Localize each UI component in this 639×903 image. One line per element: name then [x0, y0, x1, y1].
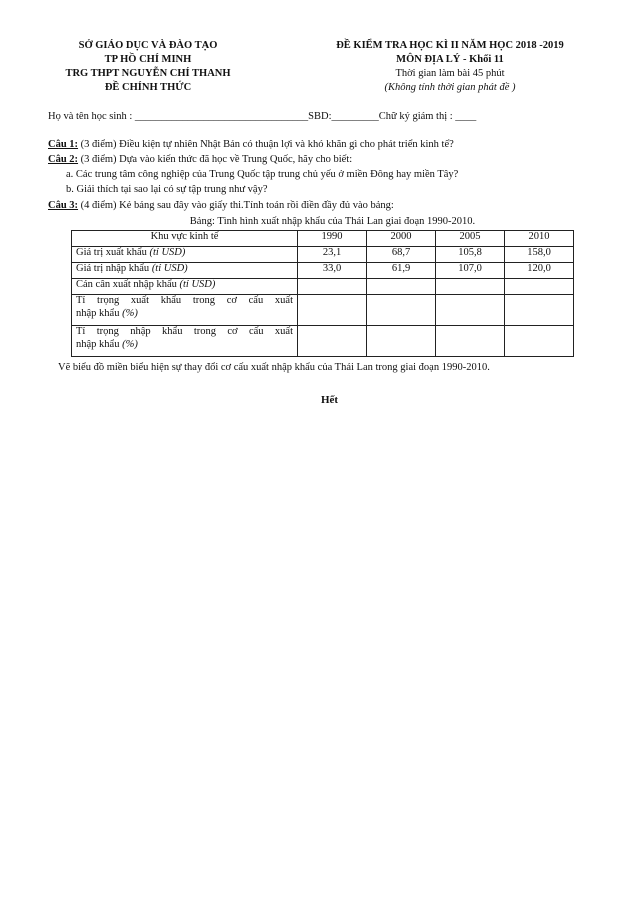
trade-table [71, 230, 574, 357]
question-1-label: Câu 1: [48, 139, 79, 150]
empty-cell [505, 279, 574, 295]
table-cell: 120,0 [505, 263, 574, 279]
question-2a: a. Các trung tâm công nghiệp của Trung Quốc tập trung chủ yếu ở miền Đông hay miền Tây? [66, 169, 459, 180]
row-label: Giá trị nhập khẩu (tỉ USD) [72, 263, 298, 279]
student-info-line: Họ và tên học sinh : _________________________________SBD:_________Chữ ký giám thị : ____ [48, 111, 477, 122]
empty-cell [298, 295, 367, 326]
question-3 [48, 200, 394, 213]
table-row [72, 295, 574, 326]
question-2 [48, 154, 352, 167]
empty-cell [367, 279, 436, 295]
empty-cell [505, 326, 574, 357]
row-label: Cán cân xuất nhập khẩu (tỉ USD) [72, 279, 298, 295]
table-cell: 61,9 [367, 263, 436, 279]
header-cell: 1990 [298, 231, 367, 247]
empty-cell [436, 326, 505, 357]
city-name: TP HỒ CHÍ MINH [104, 54, 192, 65]
table-row [72, 263, 574, 279]
exam-header [290, 39, 610, 95]
question-3-text: (4 điểm) Kẻ bảng sau đây vào giấy thi.Tính toán rồi điền đầy đủ vào bảng: [78, 200, 394, 211]
school-name: TRG THPT NGUYỄN CHÍ THANH [65, 68, 231, 79]
table-cell: 68,7 [367, 247, 436, 263]
empty-cell [436, 279, 505, 295]
official-label: ĐỀ CHÍNH THỨC [104, 82, 192, 93]
table-cell: 105,8 [436, 247, 505, 263]
duration-note: (Không tính thời gian phát đề ) [384, 82, 516, 93]
empty-cell [367, 326, 436, 357]
empty-cell [367, 295, 436, 326]
header-cell: 2000 [367, 231, 436, 247]
question-2b: b. Giải thích tại sao lại có sự tập trung như vậy? [66, 184, 268, 195]
table-cell: 23,1 [298, 247, 367, 263]
table-caption: Bảng: Tình hình xuất nhập khẩu của Thái Lan giai đoạn 1990-2010. [189, 216, 476, 227]
question-1-text: (3 điểm) Điều kiện tự nhiên Nhật Bản có thuận lợi và khó khăn gì cho phát triển kinh tế? [78, 139, 454, 150]
header-cell: Khu vực kinh tế [72, 231, 298, 247]
end-marker: Hết [320, 394, 339, 406]
table-row [72, 326, 574, 357]
empty-cell [298, 326, 367, 357]
header-cell: 2005 [436, 231, 505, 247]
row-label: Tỉ trọng xuất khẩu trong cơ cấu xuất nhập khẩu (%) [72, 295, 298, 326]
question-2-label: Câu 2: [48, 154, 79, 165]
table-cell: 33,0 [298, 263, 367, 279]
row-label: Tỉ trọng nhập khẩu trong cơ cấu xuất nhập khẩu (%) [72, 326, 298, 357]
question-1 [48, 139, 454, 152]
chart-instruction: Vẽ biểu đồ miền biểu hiện sự thay đổi cơ cấu xuất nhập khẩu của Thái Lan trong giai đoạn 1990-2010. [58, 362, 490, 373]
exam-title: ĐỀ KIỂM TRA HỌC KÌ II NĂM HỌC 2018 -2019 [336, 40, 564, 51]
table-cell: 158,0 [505, 247, 574, 263]
question-3-label: Câu 3: [48, 200, 79, 211]
empty-cell [436, 295, 505, 326]
school-header [48, 39, 248, 95]
table-header-row [72, 231, 574, 247]
table-cell: 107,0 [436, 263, 505, 279]
table-row [72, 279, 574, 295]
department-name: SỞ GIÁO DỤC VÀ ĐÀO TẠO [78, 40, 218, 51]
duration-line: Thời gian làm bài 45 phút [395, 68, 505, 79]
subject-line: MÔN ĐỊA LÝ - Khối 11 [396, 54, 504, 65]
empty-cell [298, 279, 367, 295]
header-cell: 2010 [505, 231, 574, 247]
table-row [72, 247, 574, 263]
empty-cell [505, 295, 574, 326]
question-2-text: (3 điểm) Dựa vào kiến thức đã học về Trung Quốc, hãy cho biết: [78, 154, 353, 165]
row-label: Giá trị xuất khẩu (tỉ USD) [72, 247, 298, 263]
